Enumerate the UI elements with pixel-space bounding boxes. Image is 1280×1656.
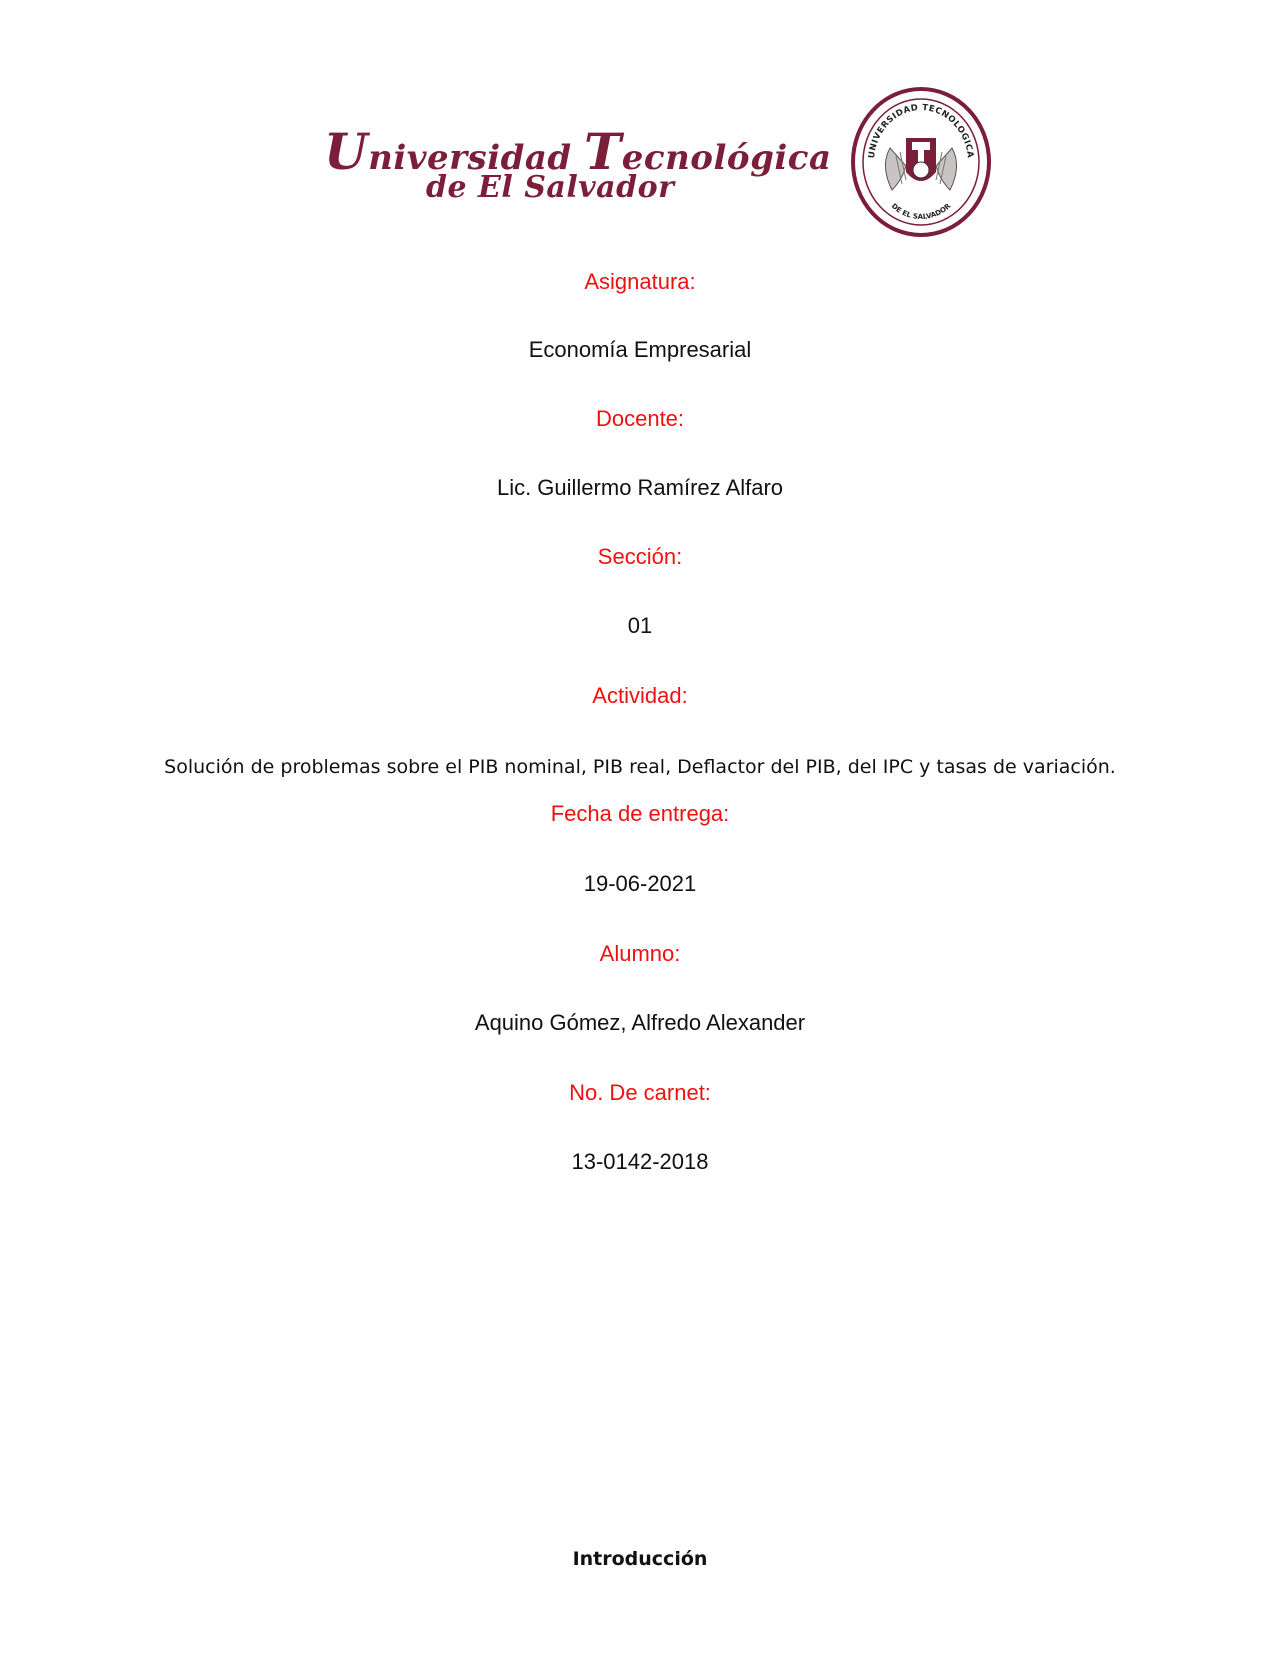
wordmark-line-2: de El Salvador	[426, 170, 675, 205]
wordmark-line-1: Universidad Tecnológica	[324, 122, 832, 181]
fecha-entrega-value: 19-06-2021	[583, 871, 697, 896]
fecha-entrega-label: Fecha de entrega:	[550, 801, 730, 826]
asignatura-value: Economía Empresarial	[528, 337, 752, 362]
introduccion-heading: Introducción	[572, 1548, 708, 1570]
svg-text:UNIVERSIDAD TECNOLOGICA: UNIVERSIDAD TECNOLOGICA	[867, 102, 975, 159]
seccion-value: 01	[627, 613, 653, 638]
docente-value: Lic. Guillermo Ramírez Alfaro	[496, 475, 784, 500]
university-header	[318, 86, 998, 238]
actividad-value: Solución de problemas sobre el PIB nominal, PIB real, Deflactor del PIB, del IPC y tasas de variación.	[164, 756, 1116, 778]
svg-text:DE EL SALVADOR: DE EL SALVADOR	[889, 202, 953, 221]
university-wordmark	[318, 122, 838, 222]
seccion-label: Sección:	[597, 544, 683, 569]
asignatura-label: Asignatura:	[584, 269, 696, 294]
carnet-label: No. De carnet:	[569, 1080, 711, 1105]
university-seal-icon	[850, 86, 992, 238]
carnet-value: 13-0142-2018	[571, 1149, 709, 1174]
actividad-label: Actividad:	[592, 683, 688, 708]
alumno-value: Aquino Gómez, Alfredo Alexander	[474, 1010, 806, 1035]
alumno-label: Alumno:	[599, 941, 681, 966]
docente-label: Docente:	[595, 406, 685, 431]
